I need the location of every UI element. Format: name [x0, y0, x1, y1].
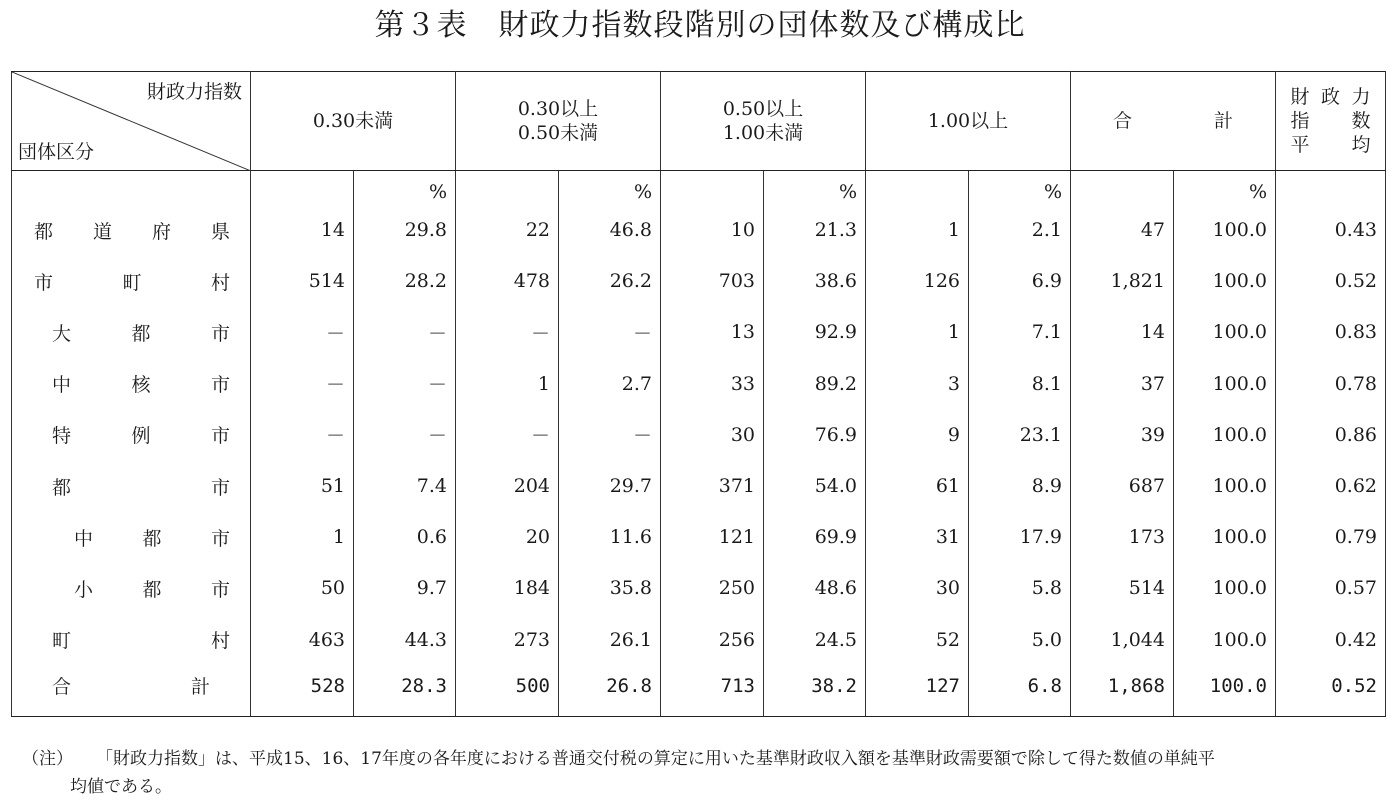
cell-percent: 9.7: [354, 563, 456, 614]
cell-percent: 6.9: [969, 256, 1071, 307]
row-label-text: [12, 319, 250, 346]
table-row: [12, 512, 1386, 563]
row-label-text: [12, 473, 250, 500]
footnote-text: 「財政力指数」は、平成15、16、17年度の各年度における普通交付税の算定に用いた基準財政収入額を基準財政需要額で除して得た数値の単純平: [96, 749, 1215, 769]
corner-label-fiscal-index: 財政力指数: [146, 81, 242, 103]
corner-label-entity-category: 団体区分: [18, 141, 95, 163]
percent-unit: %: [354, 171, 456, 205]
row-label-text: [12, 524, 250, 551]
cell-count: 61: [866, 460, 969, 511]
cell-count: 514: [1071, 563, 1174, 614]
cell-average-index: 0.52: [1276, 256, 1386, 307]
cell-percent: 21.3: [764, 205, 866, 256]
cell-count: 463: [251, 614, 354, 665]
cell-count: 1,821: [1071, 256, 1174, 307]
footnote-line-2: 均値である。: [70, 777, 172, 797]
row-label: [12, 307, 251, 358]
table-row: [12, 307, 1386, 358]
col-header-line: 0.30未満: [312, 110, 394, 132]
cell-count: 10: [661, 205, 764, 256]
avg-header-char: 財: [1290, 86, 1310, 108]
cell-percent: 0.6: [354, 512, 456, 563]
cell-percent: 26.8: [559, 665, 661, 716]
col-header-char: 合: [1113, 110, 1133, 132]
row-label-char: 都: [131, 322, 151, 345]
row-label-char: 都: [142, 578, 162, 601]
row-label-char: 市: [210, 527, 230, 550]
cell-percent: 38.6: [764, 256, 866, 307]
row-label-char: 町: [122, 271, 142, 294]
percent-unit: %: [764, 171, 866, 205]
cell-count: 478: [456, 256, 559, 307]
cell-percent: 17.9: [969, 512, 1071, 563]
row-label-char: 市: [210, 578, 230, 601]
cell-average-index: 0.57: [1276, 563, 1386, 614]
cell-percent: 35.8: [559, 563, 661, 614]
row-label-char: 市: [210, 374, 230, 397]
row-label: [12, 563, 251, 614]
cell-count: 1,044: [1071, 614, 1174, 665]
col-header-total: [1071, 72, 1276, 171]
cell-count: 20: [456, 512, 559, 563]
cell-count: 51: [251, 460, 354, 511]
cell-percent: 100.0: [1174, 409, 1276, 460]
cell-average-index: 0.86: [1276, 409, 1386, 460]
row-label-char: 例: [131, 425, 151, 448]
cell-count: 14: [1071, 307, 1174, 358]
cell-average-index: 0.62: [1276, 460, 1386, 511]
cell-average-index: 0.79: [1276, 512, 1386, 563]
cell-count: 127: [866, 665, 969, 716]
col-header-line: 0.50以上: [722, 98, 804, 120]
cell-percent: 7.4: [354, 460, 456, 511]
cell-count: 528: [251, 665, 354, 716]
col-header-030-050: [456, 72, 661, 171]
cell-average-index: 0.42: [1276, 614, 1386, 665]
count-unit-empty: [661, 171, 764, 205]
row-label: [12, 358, 251, 409]
cell-count: 173: [1071, 512, 1174, 563]
cell-count: 713: [661, 665, 764, 716]
avg-header-char: 指: [1290, 110, 1310, 132]
cell-percent: 11.6: [559, 512, 661, 563]
table-row: [12, 409, 1386, 460]
row-label-char: 計: [190, 676, 210, 699]
fiscal-index-table: [11, 71, 1386, 717]
col-header-line: 1.00未満: [722, 122, 804, 144]
cell-percent: 28.2: [354, 256, 456, 307]
cell-count: 22: [456, 205, 559, 256]
cell-percent: 100.0: [1174, 665, 1276, 716]
cell-percent: 6.8: [969, 665, 1071, 716]
cell-percent: 100.0: [1174, 358, 1276, 409]
cell-percent: －: [354, 358, 456, 409]
row-label-char: 市: [210, 476, 230, 499]
col-header-ge-100: [866, 72, 1071, 171]
cell-percent: 2.1: [969, 205, 1071, 256]
footnote-line-1: [22, 745, 1382, 773]
row-label-char: 合: [52, 676, 72, 699]
cell-percent: 2.7: [559, 358, 661, 409]
cell-percent: 100.0: [1174, 614, 1276, 665]
cell-percent: 69.9: [764, 512, 866, 563]
cell-percent: 26.1: [559, 614, 661, 665]
table-row: [12, 563, 1386, 614]
cell-count: 13: [661, 307, 764, 358]
cell-count: －: [251, 307, 354, 358]
col-header-char: 計: [1213, 110, 1233, 132]
count-unit-empty: [251, 171, 354, 205]
cell-percent: 8.9: [969, 460, 1071, 511]
cell-percent: 29.8: [354, 205, 456, 256]
cell-count: 1,868: [1071, 665, 1174, 716]
row-label-char: 道: [92, 220, 112, 243]
count-unit-empty: [1071, 171, 1174, 205]
row-label-text: [12, 575, 250, 602]
cell-percent: －: [354, 307, 456, 358]
cell-count: 126: [866, 256, 969, 307]
cell-percent: 100.0: [1174, 307, 1276, 358]
cell-percent: 38.2: [764, 665, 866, 716]
cell-percent: 24.5: [764, 614, 866, 665]
footnote: [22, 745, 1382, 801]
cell-average-index: 0.78: [1276, 358, 1386, 409]
cell-count: 9: [866, 409, 969, 460]
row-label-text: [12, 268, 250, 295]
cell-percent: 46.8: [559, 205, 661, 256]
cell-count: －: [456, 307, 559, 358]
table-row: [12, 358, 1386, 409]
row-label-char: 都: [52, 476, 72, 499]
row-label: [12, 460, 251, 511]
row-label: [12, 256, 251, 307]
cell-percent: 29.7: [559, 460, 661, 511]
cell-count: 1: [866, 205, 969, 256]
cell-count: 39: [1071, 409, 1174, 460]
percent-unit: %: [969, 171, 1071, 205]
col-header-050-100: [661, 72, 866, 171]
cell-count: 514: [251, 256, 354, 307]
cell-percent: 100.0: [1174, 460, 1276, 511]
cell-count: 1: [456, 358, 559, 409]
row-label-text: [12, 421, 250, 448]
cell-count: 184: [456, 563, 559, 614]
cell-percent: 100.0: [1174, 256, 1276, 307]
cell-count: 37: [1071, 358, 1174, 409]
table-row: [12, 205, 1386, 256]
cell-percent: 92.9: [764, 307, 866, 358]
col-header-line: 1.00以上: [927, 110, 1009, 132]
cell-percent: 8.1: [969, 358, 1071, 409]
avg-header-char: 均: [1351, 134, 1371, 156]
cell-count: 371: [661, 460, 764, 511]
row-label-char: 小: [74, 578, 94, 601]
page-title: 第３表 財政力指数段階別の団体数及び構成比: [374, 8, 1026, 43]
cell-percent: 89.2: [764, 358, 866, 409]
row-label: [12, 614, 251, 665]
cell-count: 273: [456, 614, 559, 665]
cell-count: 500: [456, 665, 559, 716]
cell-count: 47: [1071, 205, 1174, 256]
percent-unit: %: [1174, 171, 1276, 205]
row-label-text: [12, 672, 250, 699]
count-unit-empty: [456, 171, 559, 205]
row-label-text: [12, 626, 250, 653]
cell-count: 121: [661, 512, 764, 563]
row-label-char: 核: [131, 374, 151, 397]
row-label-char: 市: [210, 322, 230, 345]
row-label-char: 府: [151, 220, 171, 243]
cell-count: 3: [866, 358, 969, 409]
percent-unit-row: [12, 171, 1386, 205]
cell-count: 256: [661, 614, 764, 665]
col-header-line: 0.30以上: [517, 98, 599, 120]
row-label-char: 特: [52, 425, 72, 448]
cell-count: 50: [251, 563, 354, 614]
total-row: [12, 665, 1386, 716]
row-label-text: [12, 217, 250, 244]
row-label-char: 都: [142, 527, 162, 550]
cell-count: 204: [456, 460, 559, 511]
cell-percent: －: [559, 409, 661, 460]
table-row: [12, 614, 1386, 665]
cell-count: －: [456, 409, 559, 460]
avg-header-line: [1291, 133, 1371, 157]
cell-percent: 26.2: [559, 256, 661, 307]
cell-count: －: [251, 358, 354, 409]
table-row: [12, 460, 1386, 511]
col-header-lt-030: [251, 72, 456, 171]
avg-header-char: 数: [1351, 110, 1371, 132]
row-label-char: 町: [52, 630, 72, 653]
row-label-char: 市: [34, 271, 54, 294]
cell-percent: －: [559, 307, 661, 358]
cell-average-index: 0.52: [1276, 665, 1386, 716]
cell-percent: 100.0: [1174, 512, 1276, 563]
cell-percent: 48.6: [764, 563, 866, 614]
cell-percent: 54.0: [764, 460, 866, 511]
cell-percent: 23.1: [969, 409, 1071, 460]
cell-count: 14: [251, 205, 354, 256]
cell-count: 703: [661, 256, 764, 307]
cell-average-index: 0.83: [1276, 307, 1386, 358]
corner-header-cell: [12, 72, 251, 171]
row-label: [12, 665, 251, 716]
cell-count: 30: [866, 563, 969, 614]
cell-percent: 100.0: [1174, 205, 1276, 256]
footnote-head: （注）: [22, 749, 73, 769]
avg-header-line: [1291, 85, 1371, 109]
row-label-char: 中: [74, 527, 94, 550]
col-header-line: 0.50未満: [517, 122, 599, 144]
cell-count: 1: [251, 512, 354, 563]
row-label: [12, 512, 251, 563]
cell-percent: 5.0: [969, 614, 1071, 665]
cell-percent: 44.3: [354, 614, 456, 665]
row-label-char: 大: [52, 322, 72, 345]
table-row: [12, 256, 1386, 307]
avg-header-line: [1291, 109, 1371, 133]
row-label-char: 村: [210, 271, 230, 294]
cell-percent: 28.3: [354, 665, 456, 716]
cell-count: 33: [661, 358, 764, 409]
row-label-char: 村: [210, 630, 230, 653]
row-label-char: 市: [210, 425, 230, 448]
cell-count: 31: [866, 512, 969, 563]
row-label-char: 都: [34, 220, 54, 243]
cell-count: 30: [661, 409, 764, 460]
cell-count: 687: [1071, 460, 1174, 511]
cell-percent: 76.9: [764, 409, 866, 460]
row-label: [12, 205, 251, 256]
percent-row-label: [12, 171, 251, 205]
row-label-char: 県: [210, 220, 230, 243]
cell-average-index: 0.43: [1276, 205, 1386, 256]
cell-count: －: [251, 409, 354, 460]
cell-count: 52: [866, 614, 969, 665]
avg-unit-empty: [1276, 171, 1386, 205]
col-header-total-label: [1113, 109, 1233, 133]
cell-percent: －: [354, 409, 456, 460]
row-label: [12, 409, 251, 460]
cell-count: 250: [661, 563, 764, 614]
count-unit-empty: [866, 171, 969, 205]
percent-unit: %: [559, 171, 661, 205]
col-header-average-index: [1276, 72, 1386, 171]
cell-percent: 7.1: [969, 307, 1071, 358]
avg-header-char: 政: [1320, 86, 1340, 108]
cell-count: 1: [866, 307, 969, 358]
avg-header-char: 平: [1290, 134, 1310, 156]
cell-percent: 5.8: [969, 563, 1071, 614]
avg-header-char: 力: [1351, 86, 1371, 108]
cell-percent: 100.0: [1174, 563, 1276, 614]
row-label-text: [12, 370, 250, 397]
row-label-char: 中: [52, 374, 72, 397]
